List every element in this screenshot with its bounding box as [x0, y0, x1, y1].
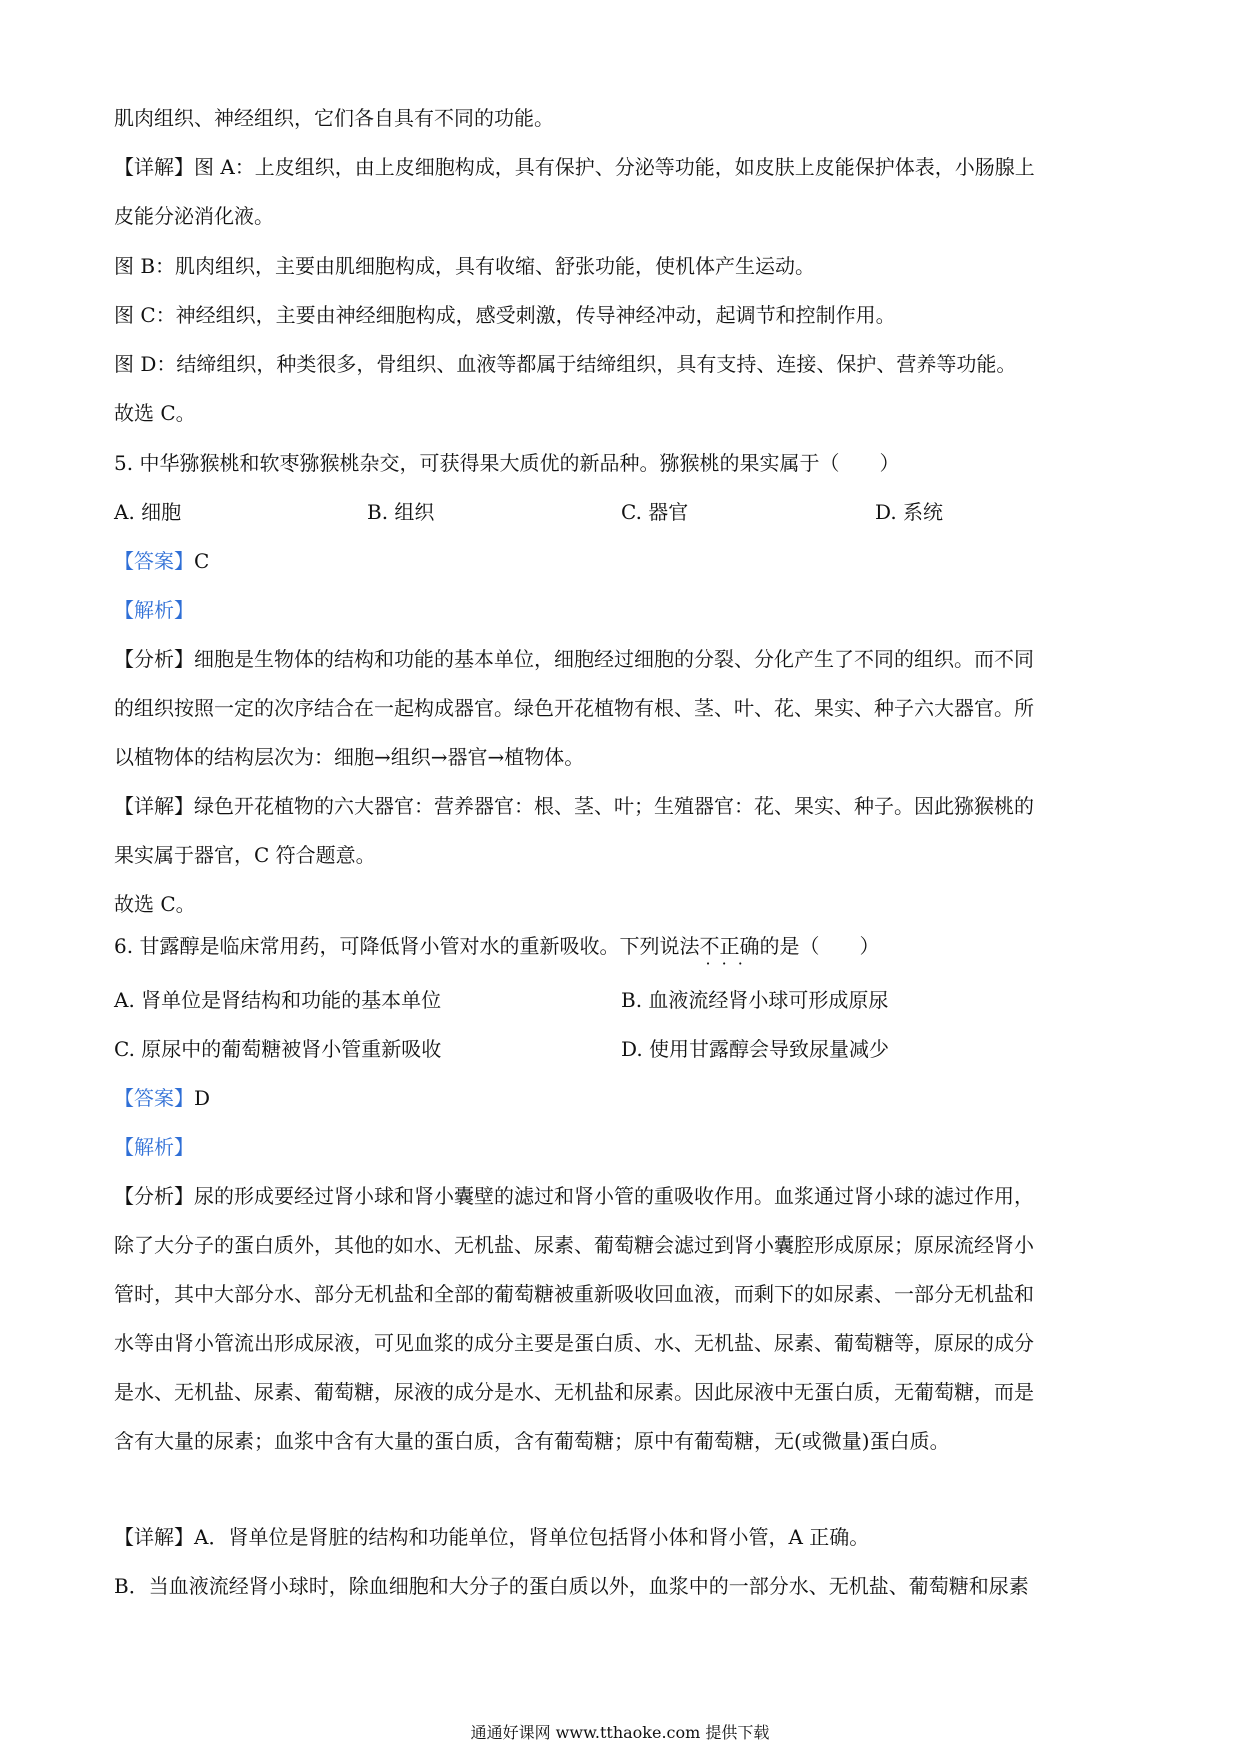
q5-option-c: C. 器官	[621, 500, 689, 524]
text-line: 【详解】绿色开花植物的六大器官：营养器官：根、茎、叶；生殖器官：花、果实、种子。因此猕猴桃的	[114, 794, 1034, 818]
text-line: 是水、无机盐、尿素、葡萄糖，尿液的成分是水、无机盐和尿素。因此尿液中无蛋白质，无葡萄糖，而是	[114, 1380, 1034, 1404]
answer-value: C	[194, 549, 210, 573]
question-6-stem	[114, 932, 879, 960]
jiexi-label: 【解析】	[114, 598, 194, 622]
q6-answer-line	[114, 1084, 210, 1112]
text-line: 的组织按照一定的次序结合在一起构成器官。绿色开花植物有根、茎、叶、花、果实、种子六大器官。所	[114, 696, 1034, 720]
page-footer: 通通好课网 www.tthaoke.com 提供下载	[470, 1723, 770, 1742]
text-line: 除了大分子的蛋白质外，其他的如水、无机盐、尿素、葡萄糖会滤过到肾小囊腔形成原尿；原尿流经肾小	[114, 1233, 1034, 1257]
q6-option-c: C. 原尿中的葡萄糖被肾小管重新吸收	[114, 1037, 442, 1061]
q6-option-a: A. 肾单位是肾结构和功能的基本单位	[114, 988, 442, 1012]
text-line: 【分析】尿的形成要经过肾小球和肾小囊壁的滤过和肾小管的重吸收作用。血浆通过肾小球的滤过作用，	[114, 1184, 1034, 1208]
text-line: 以植物体的结构层次为：细胞→组织→器官→植物体。	[114, 745, 585, 769]
text-line: B．当血液流经肾小球时，除血细胞和大分子的蛋白质以外，血浆中的一部分水、无机盐、葡萄糖和尿素	[114, 1574, 1029, 1598]
q6-stem-text: 6. 甘露醇是临床常用药，可降低肾小管对水的重新吸收。下列说法	[114, 934, 700, 958]
q6-option-b: B. 血液流经肾小球可形成原尿	[621, 988, 889, 1012]
q5-answer-line	[114, 547, 209, 575]
text-line: 故选 C。	[114, 401, 196, 425]
text-line: 果实属于器官，C 符合题意。	[114, 843, 376, 867]
text-line: 图 C：神经组织，主要由神经细胞构成，感受刺激，传导神经冲动，起调节和控制作用。	[114, 303, 896, 327]
q5-option-d: D. 系统	[875, 500, 944, 524]
text-line: 故选 C。	[114, 892, 196, 916]
text-line: 管时，其中大部分水、部分无机盐和全部的葡萄糖被重新吸收回血液，而剩下的如尿素、一部分无机盐和	[114, 1282, 1034, 1306]
text-line: 皮能分泌消化液。	[114, 204, 274, 228]
text-line: 图 B：肌肉组织，主要由肌细胞构成，具有收缩、舒张功能，使机体产生运动。	[114, 254, 816, 278]
answer-value: D	[194, 1086, 211, 1110]
q5-option-b: B. 组织	[367, 500, 435, 524]
text-line: 肌肉组织、神经组织，它们各自具有不同的功能。	[114, 106, 554, 130]
text-line: 【详解】A．肾单位是肾脏的结构和功能单位，肾单位包括肾小体和肾小管，A 正确。	[114, 1525, 870, 1549]
answer-label: 【答案】	[114, 549, 194, 573]
text-line: 图 D：结缔组织，种类很多，骨组织、血液等都属于结缔组织，具有支持、连接、保护、营养等功能。	[114, 352, 1017, 376]
q6-emphasis: 不正确 · · ·	[699, 934, 759, 958]
text-line: 水等由肾小管流出形成尿液，可见血浆的成分主要是蛋白质、水、无机盐、尿素、葡萄糖等，原尿的成分	[114, 1331, 1034, 1355]
jiexi-label: 【解析】	[114, 1135, 194, 1159]
text-line: 【详解】图 A：上皮组织，由上皮细胞构成，具有保护、分泌等功能，如皮肤上皮能保护体表，小肠腺上	[114, 155, 1035, 179]
answer-label: 【答案】	[114, 1086, 194, 1110]
text-line: 【分析】细胞是生物体的结构和功能的基本单位，细胞经过细胞的分裂、分化产生了不同的组织。而不同	[114, 647, 1034, 671]
q6-stem-end: 的是（ ）	[759, 934, 880, 958]
text-line: 含有大量的尿素；血浆中含有大量的蛋白质，含有葡萄糖；原中有葡萄糖，无(或微量)蛋白质。	[114, 1429, 950, 1453]
q5-option-a: A. 细胞	[114, 500, 182, 524]
q6-option-d: D. 使用甘露醇会导致尿量减少	[621, 1037, 890, 1061]
question-5-stem: 5. 中华猕猴桃和软枣猕猴桃杂交，可获得果大质优的新品种。猕猴桃的果实属于（ ）	[114, 451, 900, 475]
